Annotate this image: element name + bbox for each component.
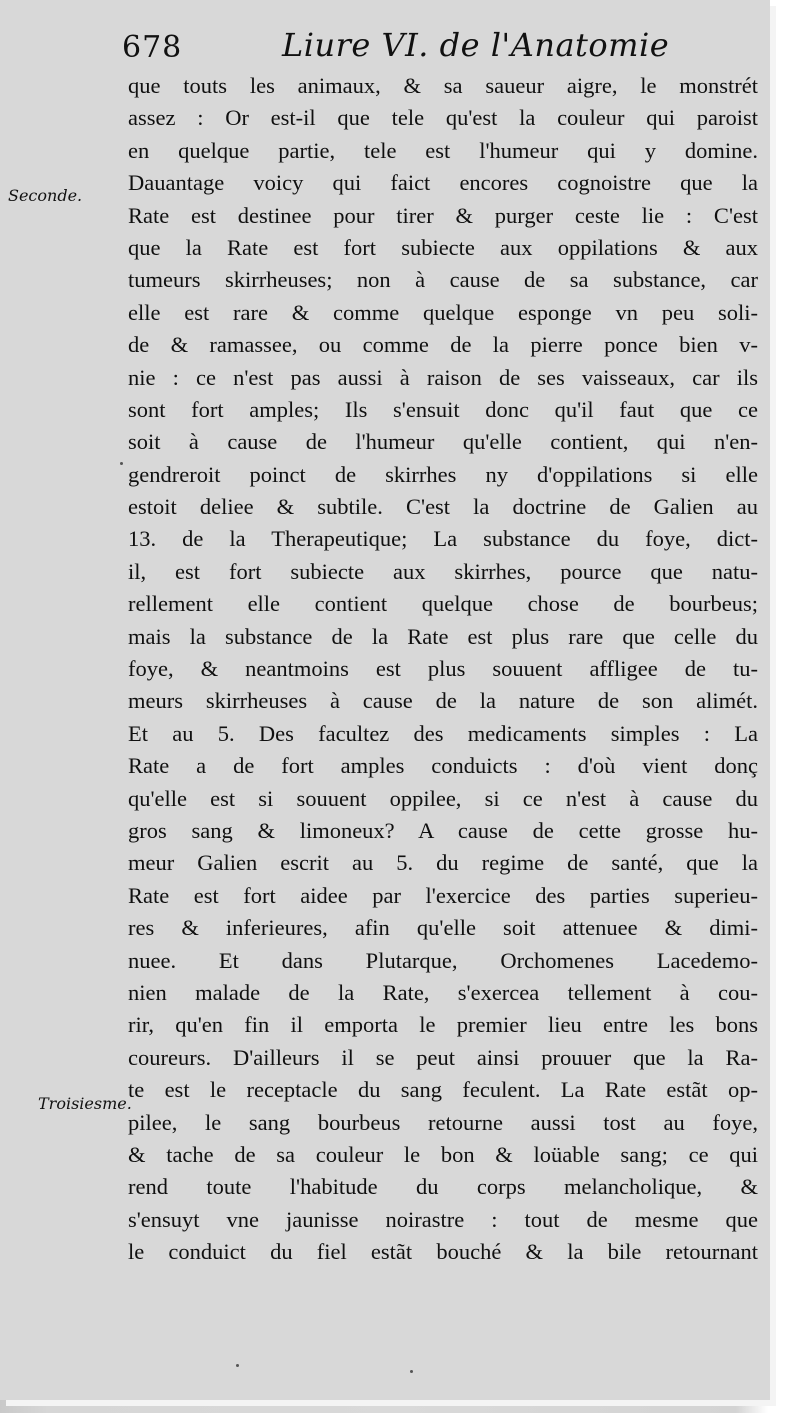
text-line: qu'elle est si souuent oppilee, si ce n'est à cause du (128, 785, 758, 811)
text-line: Rate a de fort amples conduicts : d'où vient donç (128, 753, 758, 779)
text-line: rellement elle contient quelque chose de bourbeus; (128, 591, 758, 617)
text-line: tumeurs skirrheuses; non à cause de sa substance, car (128, 267, 758, 293)
text-line: soit à cause de l'humeur qu'elle contient, qui n'en- (128, 429, 758, 455)
text-line: assez : Or est-il que tele qu'est la couleur qui paroist (128, 105, 758, 131)
text-line: elle est rare & comme quelque esponge vn peu soli- (128, 299, 758, 325)
text-line: gendreroit poinct de skirrhes ny d'oppilations si elle (128, 461, 758, 487)
text-line: en quelque partie, tele est l'humeur qui y domine. (128, 137, 758, 163)
text-line: nie : ce n'est pas aussi à raison de ses vaisseaux, car ils (128, 364, 758, 390)
text-line: que la Rate est fort subiecte aux oppilations & aux (128, 234, 758, 260)
text-line: foye, & neantmoins est plus souuent affligee de tu- (128, 656, 758, 682)
page-header (0, 22, 770, 72)
text-line: Rate est fort aidee par l'exercice des parties superieu- (128, 882, 758, 908)
text-line: rend toute l'habitude du corps melancholique, & (128, 1174, 758, 1200)
text-line: te est le receptacle du sang feculent. La Rate estãt op- (128, 1077, 758, 1103)
text-line: mais la substance de la Rate est plus rare que celle du (128, 623, 758, 649)
running-title: Liure VI. de l'Anatomie (282, 26, 670, 64)
text-line: le conduict du fiel estãt bouché & la bile retournant (128, 1239, 758, 1265)
text-line: gros sang & limoneux? A cause de cette grosse hu- (128, 817, 758, 843)
body-text (128, 70, 758, 1268)
text-line: Dauantage voicy qui faict encores cognoistre que la (128, 170, 758, 196)
text-line: & tache de sa couleur le bon & loüable sang; ce qui (128, 1141, 758, 1167)
margin-note-troisiesme: Troisiesme. (38, 1094, 132, 1113)
text-line: rir, qu'en fin il emporta le premier lieu entre les bons (128, 1012, 758, 1038)
text-line: nien malade de la Rate, s'exercea tellement à cou- (128, 979, 758, 1005)
text-line: que touts les animaux, & sa saueur aigre, le monstrét (128, 73, 758, 98)
page-number: 678 (122, 30, 183, 65)
text-line: meur Galien escrit au 5. du regime de santé, que la (128, 850, 758, 876)
text-line: de & ramassee, ou comme de la pierre ponce bien v- (128, 332, 758, 358)
text-line: sont fort amples; Ils s'ensuit donc qu'il faut que ce (128, 396, 758, 422)
text-line: coureurs. D'ailleurs il se peut ainsi prouuer que la Ra- (128, 1044, 758, 1070)
text-line: Rate est destinee pour tirer & purger ceste lie : C'est (128, 202, 758, 228)
text-line: il, est fort subiecte aux skirrhes, pource que natu- (128, 558, 758, 584)
text-line: estoit deliee & subtile. C'est la doctrine de Galien au (128, 494, 758, 520)
margin-note-seconde: Seconde. (8, 186, 83, 205)
text-line: Et au 5. Des facultez des medicaments simples : La (128, 720, 758, 746)
ink-speck (120, 462, 123, 465)
text-line: 13. de la Therapeutique; La substance du foye, dict- (128, 526, 758, 552)
text-line: pilee, le sang bourbeus retourne aussi tost au foye, (128, 1109, 758, 1135)
ink-speck (236, 1364, 239, 1367)
text-line: s'ensuyt vne jaunisse noirastre : tout de mesme que (128, 1206, 758, 1232)
text-line: meurs skirrheuses à cause de la nature de son alimét. (128, 688, 758, 714)
text-line: res & inferieures, afin qu'elle soit attenuee & dimi- (128, 915, 758, 941)
ink-speck (410, 1370, 413, 1373)
text-line: nuee. Et dans Plutarque, Orchomenes Lacedemo- (128, 947, 758, 973)
